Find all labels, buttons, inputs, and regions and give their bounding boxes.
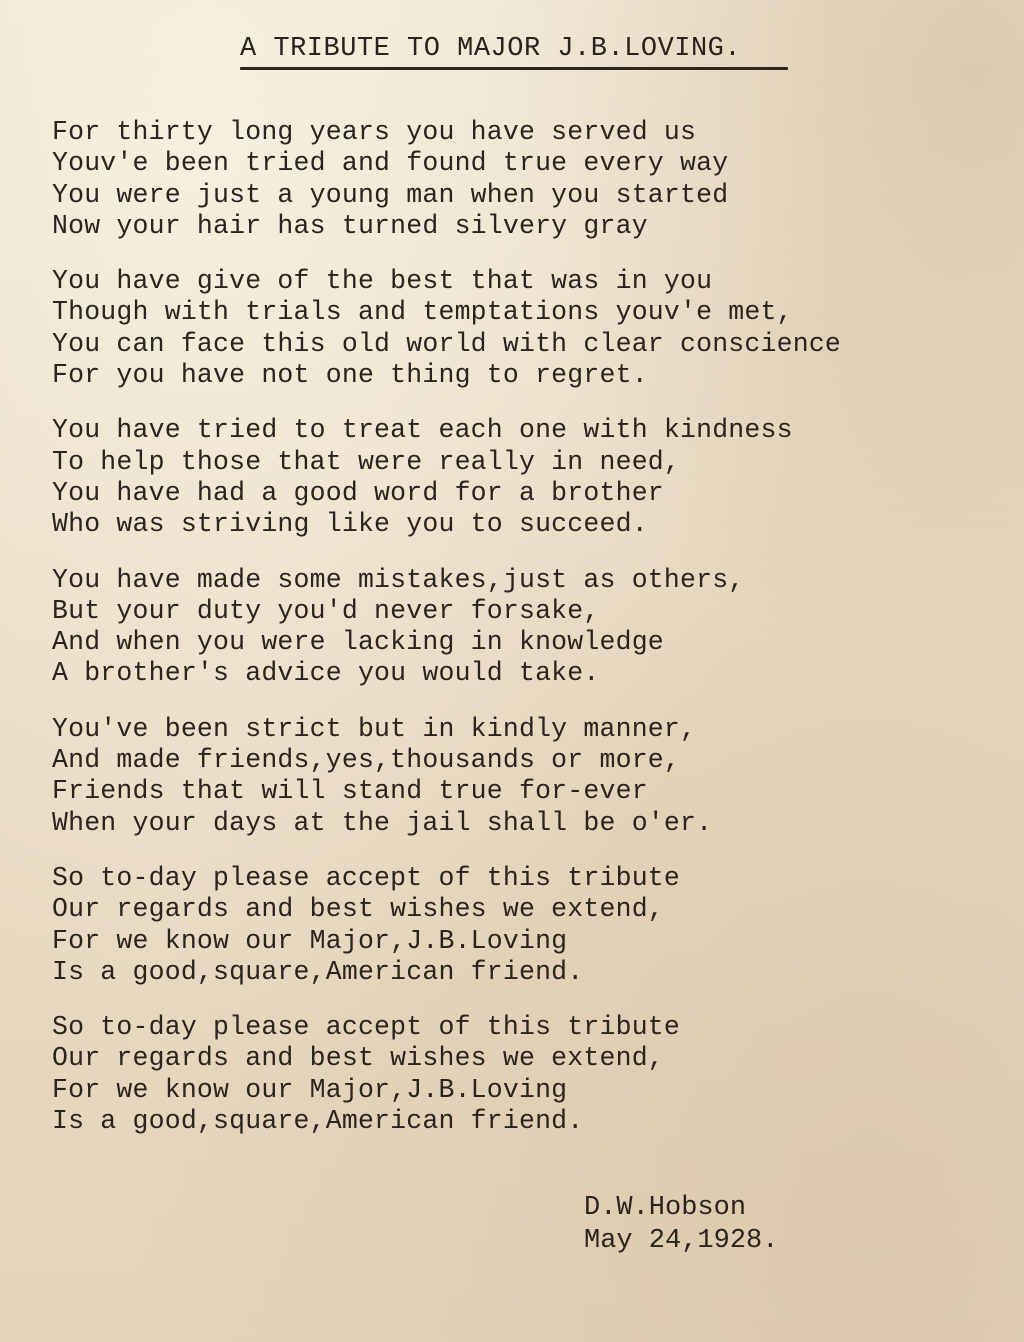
poem-line: And made friends,yes,thousands or more, (52, 745, 681, 776)
stanza-3 (52, 415, 841, 540)
poem-line: A brother's advice you would take. (52, 658, 600, 689)
poem-line: You have made some mistakes,just as others, (52, 564, 745, 595)
poem-line: You have had a good word for a brother (52, 477, 664, 508)
poem-line: For you have not one thing to regret. (52, 360, 648, 391)
poem-line: Who was striving like you to succeed. (52, 509, 648, 540)
poem-line: You have give of the best that was in you (52, 266, 713, 297)
poem-line: Friends that will stand true for-ever (52, 776, 648, 807)
poem-line: So to-day please accept of this tribute (52, 862, 681, 893)
poem-line: Our regards and best wishes we extend, (52, 894, 664, 925)
poem-line: To help those that were really in need, (52, 446, 681, 477)
signature-name: D.W.Hobson (584, 1193, 747, 1223)
title-underline (240, 67, 788, 70)
poem-line: For thirty long years you have served us (52, 117, 697, 147)
stanza-1 (52, 117, 841, 242)
stanza-6 (52, 863, 841, 988)
poem-line: Is a good,square,American friend. (52, 956, 584, 987)
poem-line: Our regards and best wishes we extend, (52, 1043, 664, 1074)
stanza-2 (52, 266, 841, 391)
signature-block (584, 1192, 778, 1258)
poem-line: For we know our Major,J.B.Loving (52, 1074, 568, 1105)
poem-line: Though with trials and temptations youv'e met, (52, 297, 793, 328)
poem-line: You can face this old world with clear conscience (52, 328, 842, 359)
poem-line: But your duty you'd never forsake, (52, 595, 600, 626)
poem-line: And when you were lacking in knowledge (52, 627, 664, 658)
stanza-5 (52, 714, 841, 839)
stanza-4 (52, 565, 841, 690)
poem-line: When your days at the jail shall be o'er. (52, 807, 713, 838)
poem-line: You've been strict but in kindly manner, (52, 713, 697, 744)
poem-line: Youv'e been tried and found true every way (52, 148, 729, 179)
poem-line: Now your hair has turned silvery gray (52, 210, 648, 241)
poem-line: Is a good,square,American friend. (52, 1106, 584, 1137)
document-title: A TRIBUTE TO MAJOR J.B.LOVING. (240, 34, 742, 64)
signature-date: May 24,1928. (584, 1226, 779, 1256)
poem-line: So to-day please accept of this tribute (52, 1012, 681, 1043)
poem-line: For we know our Major,J.B.Loving (52, 925, 568, 956)
poem-line: You have tried to treat each one with kindness (52, 415, 793, 446)
poem-line: You were just a young man when you started (52, 179, 729, 210)
poem-body (52, 117, 841, 1161)
stanza-7 (52, 1012, 841, 1137)
